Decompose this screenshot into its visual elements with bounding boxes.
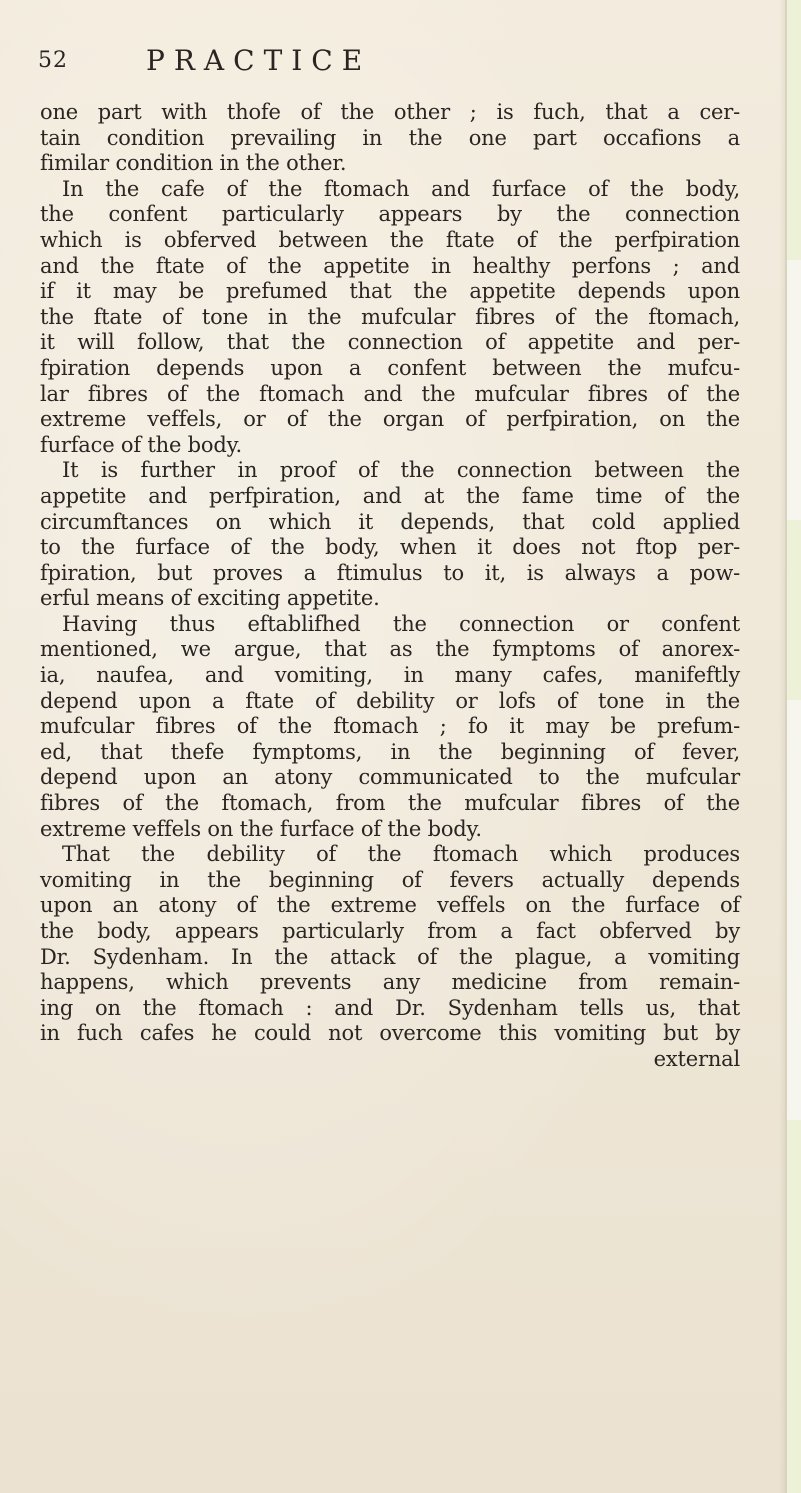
text-line: Having thus eftablifhed the connection or confent xyxy=(62,611,740,636)
text-line: extreme veffels, or of the organ of perfpiration, on the xyxy=(40,407,740,432)
page-number: 52 xyxy=(38,48,68,73)
text-line: fpiration depends upon a confent between the mufcu- xyxy=(40,355,740,380)
text-line: upon an atony of the extreme veffels on the furface of xyxy=(40,893,740,918)
text-line: vomiting in the beginning of fevers actually depends xyxy=(40,867,740,892)
text-line: circumftances on which it depends, that cold applied xyxy=(40,509,740,534)
text-line: in fuch cafes he could not overcome this vomiting but by xyxy=(40,1021,740,1046)
text-line: mentioned, we argue, that as the fymptoms of anorex- xyxy=(40,637,740,662)
text-line: which is obferved between the ftate of the perfpiration xyxy=(40,227,740,252)
text-line: Dr. Sydenham. In the attack of the plague, a vomiting xyxy=(40,944,740,969)
text-line: the body, appears particularly from a fact obferved by xyxy=(40,919,740,943)
running-head: PRACTICE xyxy=(146,44,372,77)
text-line: ed, that thefe fymptoms, in the beginning of fever, xyxy=(40,739,740,764)
text-line: ing on the ftomach : and Dr. Sydenham tells us, that xyxy=(40,995,740,1020)
text-line: In the cafe of the ftomach and furface of the body, xyxy=(62,176,740,201)
text-line: and the ftate of the appetite in healthy perfons ; and xyxy=(40,253,740,278)
gutter-tint xyxy=(787,1120,801,1493)
text-line: ia, naufea, and vomiting, in many cafes, manifeftly xyxy=(40,663,740,688)
text-line: erful means of exciting appetite. xyxy=(40,586,380,611)
text-line: depend upon a ftate of debility or lofs of tone in the xyxy=(40,688,740,713)
page-header xyxy=(38,44,738,78)
text-line: mufcular fibres of the ftomach ; fo it may be prefum- xyxy=(40,714,740,739)
text-line: one part with thofe of the other ; is fuch, that a cer- xyxy=(40,100,740,124)
text-line: It is further in proof of the connection between the xyxy=(62,458,740,483)
text-line: to the furface of the body, when it does not ftop per- xyxy=(40,535,740,560)
catchword: external xyxy=(653,1046,740,1071)
gutter-tint xyxy=(787,0,801,260)
text-line: furface of the body. xyxy=(40,432,242,457)
body-text xyxy=(40,100,740,1073)
text-line: appetite and perfpiration, and at the fame time of the xyxy=(40,483,740,508)
text-line: That the debility of the ftomach which produces xyxy=(62,842,740,867)
text-line: fpiration, but proves a ftimulus to it, is always a pow- xyxy=(40,560,740,585)
text-line: extreme veffels on the furface of the body. xyxy=(40,816,482,841)
text-line: tain condition prevailing in the one part occafions a xyxy=(40,125,740,150)
gutter-tint xyxy=(787,520,801,700)
text-line: happens, which prevents any medicine from remain- xyxy=(40,970,740,995)
text-line: the ftate of tone in the mufcular fibres of the ftomach, xyxy=(40,304,740,329)
text-line: fibres of the ftomach, from the mufcular fibres of the xyxy=(40,791,740,816)
text-line: lar fibres of the ftomach and the mufcular fibres of the xyxy=(40,381,740,406)
text-line: it will follow, that the connection of appetite and per- xyxy=(40,330,740,355)
text-line: if it may be prefumed that the appetite depends upon xyxy=(40,279,740,304)
text-line: depend upon an atony communicated to the mufcular xyxy=(40,765,740,790)
text-line: the confent particularly appears by the connection xyxy=(40,202,740,227)
text-line: fimilar condition in the other. xyxy=(40,151,347,176)
